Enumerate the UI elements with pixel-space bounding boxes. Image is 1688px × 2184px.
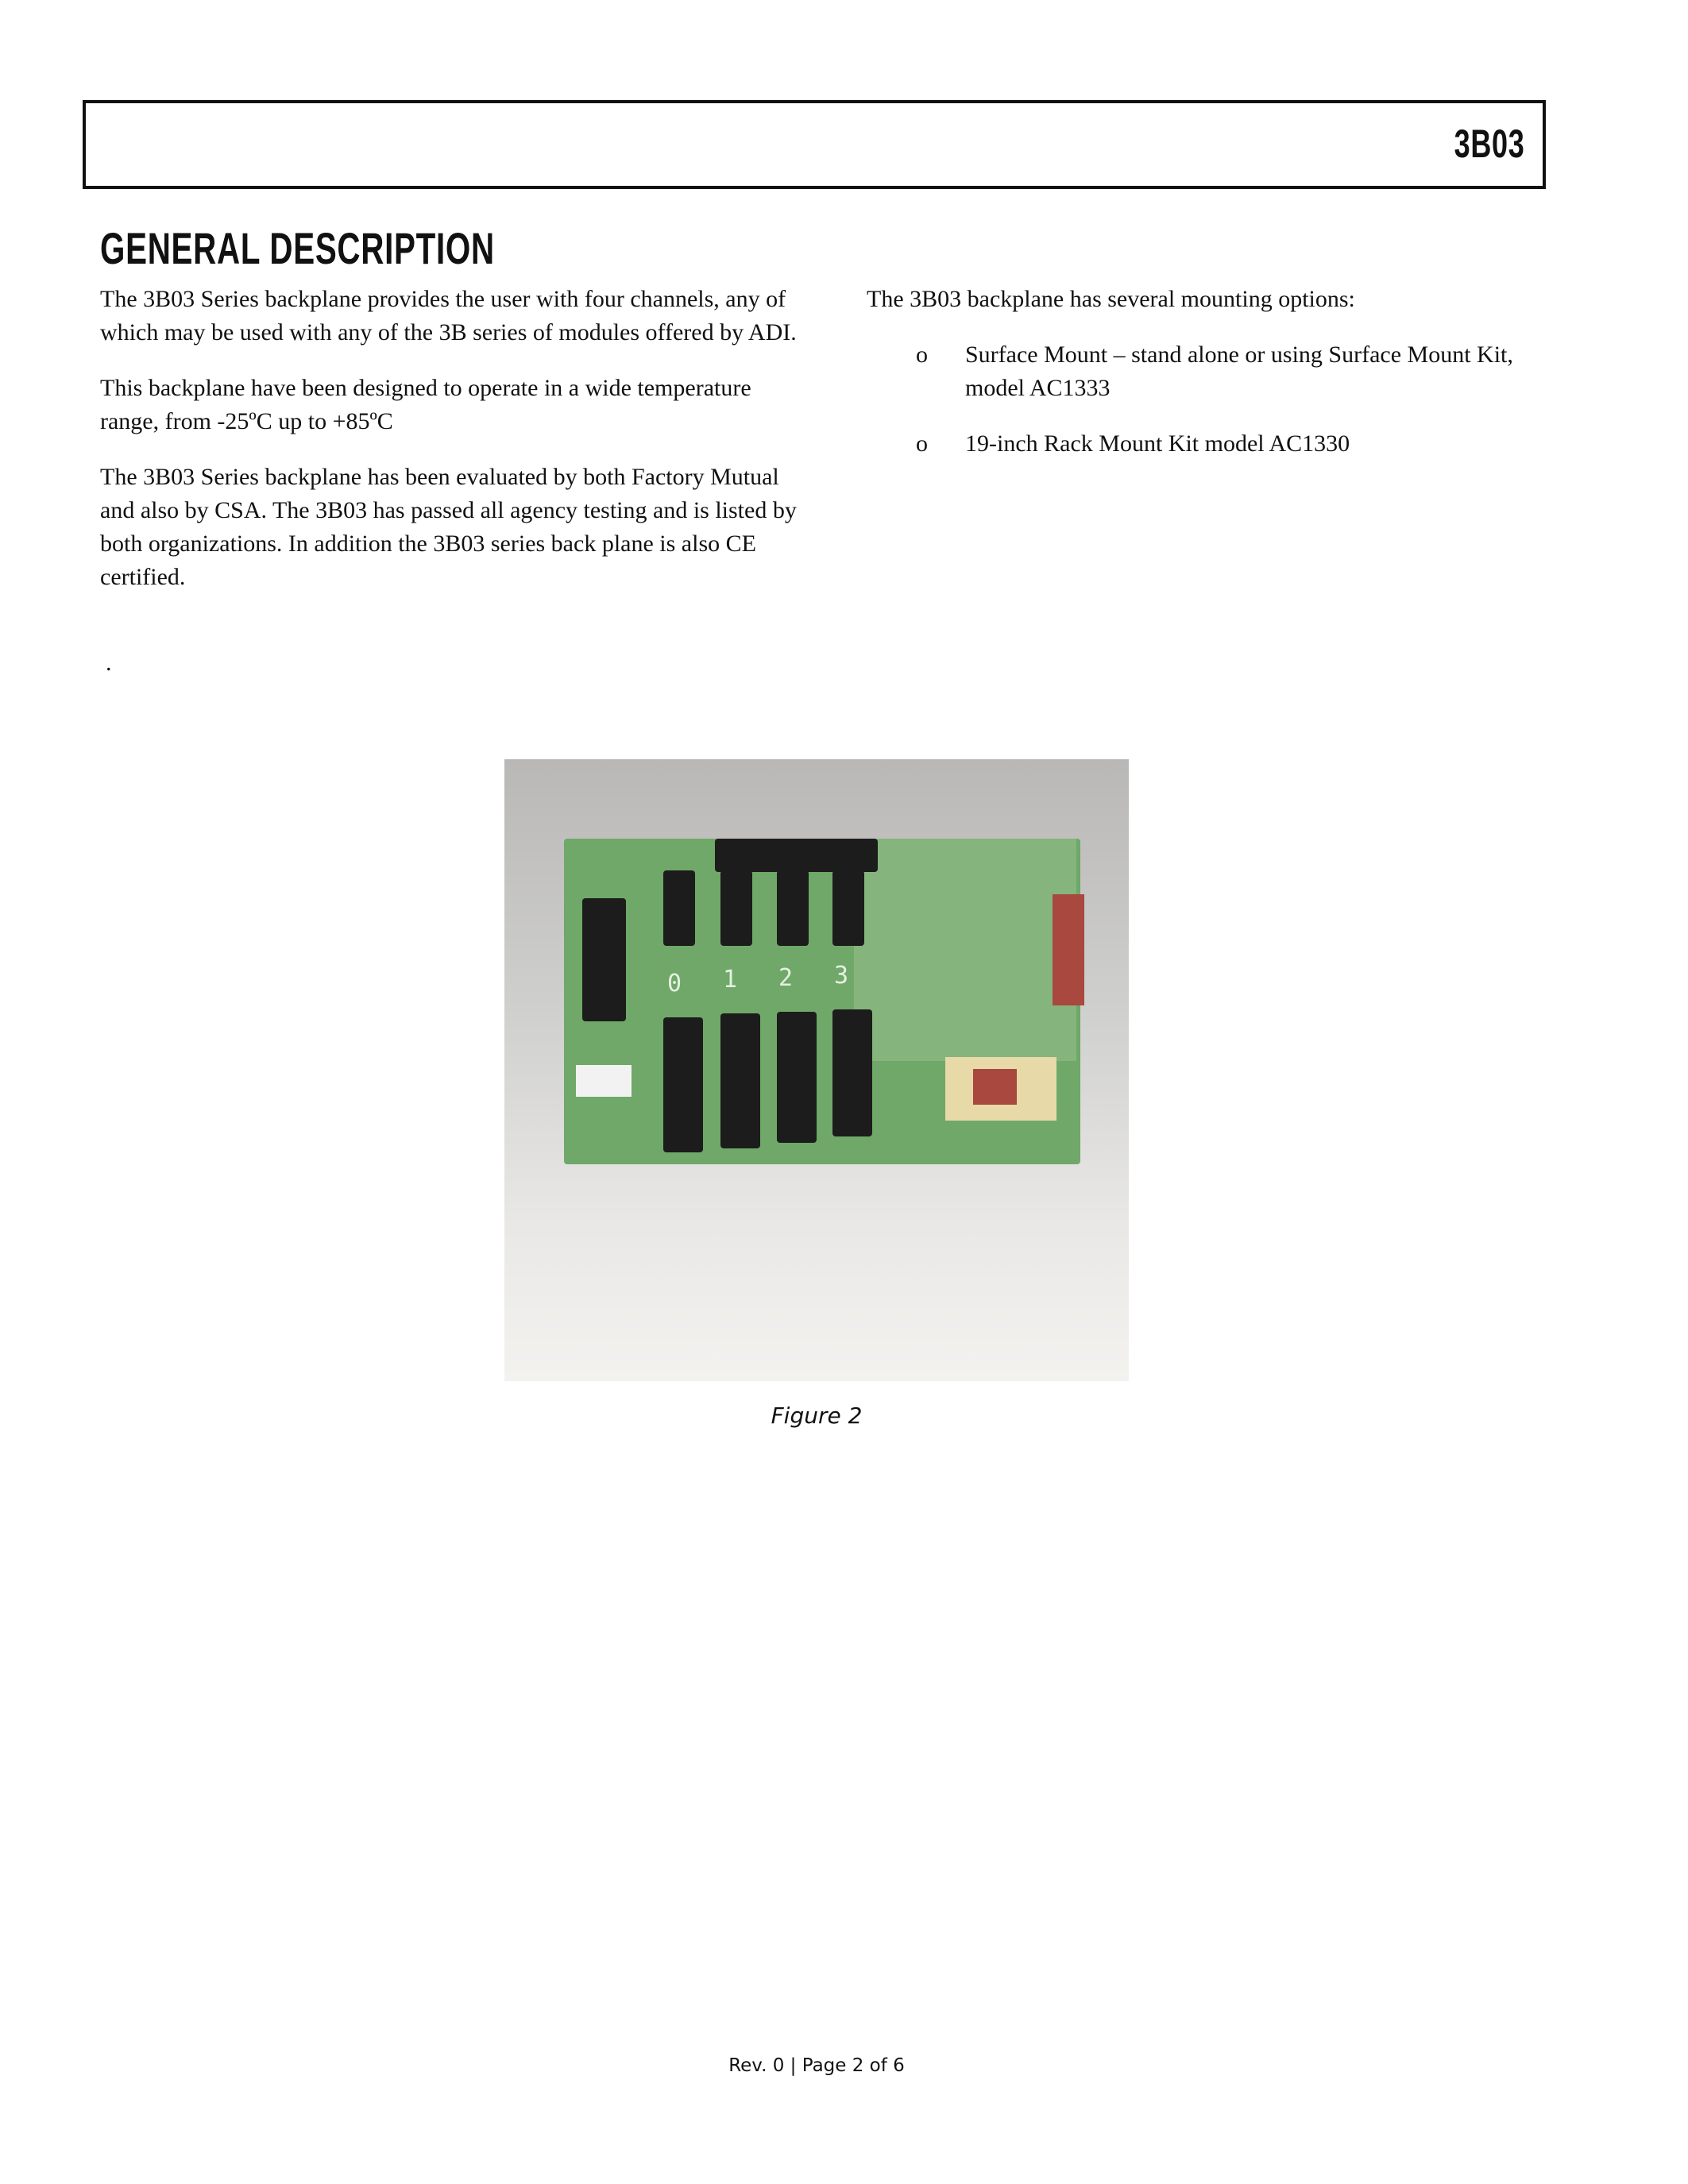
paragraph: The 3B03 Series backplane has been evaluated by both Factory Mutual and also by CSA. The 3B03 has passed all agency testing and is listed by both organizations. In addition the 3B03 series back plane is also CE certified.: [100, 464, 797, 590]
module-socket: [777, 870, 809, 946]
bottom-terminal-block: [663, 1017, 703, 1152]
bullet-text: 19-inch Rack Mount Kit model AC1330: [965, 430, 1350, 457]
bullet-item: [867, 427, 1550, 461]
ribbon-connector: [582, 898, 626, 1021]
paragraph: This backplane have been designed to operate in a wide temperature range, from -25ºC up to +85ºC: [100, 375, 751, 434]
bottom-terminal-block: [832, 1009, 872, 1136]
bullet-marker: o: [916, 430, 928, 457]
module-socket: [720, 870, 752, 946]
page-footer: Rev. 0 | Page 2 of 6: [728, 2055, 905, 2076]
power-connector: [1053, 894, 1084, 1005]
bullet-text: Surface Mount – stand alone or using Surface Mount Kit, model AC1333: [965, 341, 1513, 401]
bullet-item: [867, 338, 1550, 405]
part-number: 3B03: [1454, 122, 1525, 166]
paragraph: The 3B03 Series backplane provides the user with four channels, any of which may be used with any of the 3B series of modules offered by ADI.: [100, 286, 797, 345]
ce-label: [576, 1065, 632, 1097]
channel-label: 0: [667, 970, 682, 997]
left-column: [100, 283, 799, 616]
channel-label: 3: [834, 962, 849, 990]
top-terminal-block: [715, 839, 878, 872]
channel-label: 1: [723, 966, 738, 994]
figure-caption: Figure 2: [771, 1403, 863, 1429]
bottom-terminal-block: [777, 1012, 817, 1143]
module-socket: [663, 870, 695, 946]
right-column: [867, 283, 1550, 483]
backplane-photo: [504, 759, 1129, 1381]
mounting-intro: The 3B03 backplane has several mounting options:: [867, 286, 1355, 312]
channel-label: 2: [778, 964, 794, 992]
bullet-marker: o: [916, 341, 928, 368]
section-title: GENERAL DESCRIPTION: [100, 223, 495, 273]
header-box: [83, 100, 1546, 189]
fuse: [973, 1069, 1017, 1105]
module-socket: [832, 870, 864, 946]
circuit-board-upper-right: [854, 839, 1076, 1061]
stray-mark: .: [106, 650, 112, 676]
bottom-terminal-block: [720, 1013, 760, 1148]
